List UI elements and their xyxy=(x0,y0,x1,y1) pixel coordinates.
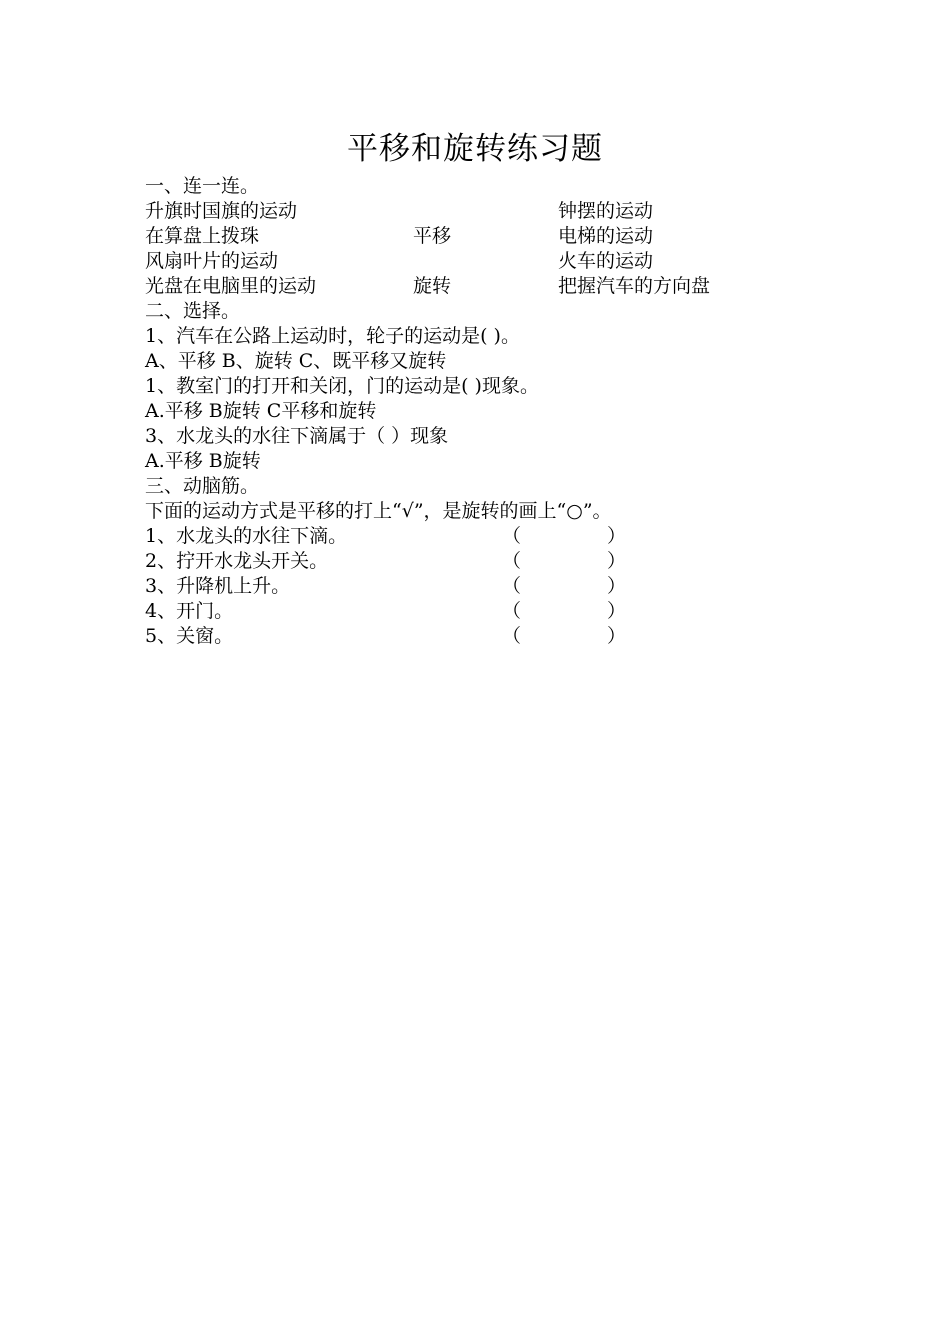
question-2-options: A.平移 B旋转 C平移和旋转 xyxy=(145,400,377,422)
match-left-item: 光盘在电脑里的运动 xyxy=(145,275,317,297)
match-right-item: 火车的运动 xyxy=(558,250,654,272)
match-middle-item: 旋转 xyxy=(413,275,452,297)
match-middle-item: 平移 xyxy=(413,225,452,247)
question-2: 1、教室门的打开和关闭，门的运动是( )现象。 xyxy=(145,375,539,397)
open-paren: （ xyxy=(502,575,522,597)
section-1-heading: 一、连一连。 xyxy=(145,175,260,197)
question-1: 1、汽车在公路上运动时，轮子的运动是( )。 xyxy=(145,325,520,347)
judge-item: 1、水龙头的水往下滴。 xyxy=(145,525,348,547)
section-2-heading: 二、选择。 xyxy=(145,300,241,322)
open-paren: （ xyxy=(502,600,522,622)
close-paren: ） xyxy=(606,600,626,622)
match-right-item: 钟摆的运动 xyxy=(558,200,654,222)
close-paren: ） xyxy=(606,575,626,597)
judge-item: 3、升降机上升。 xyxy=(145,575,291,597)
judge-item: 5、关窗。 xyxy=(145,625,234,647)
match-left-item: 升旗时国旗的运动 xyxy=(145,200,298,222)
match-right-item: 把握汽车的方向盘 xyxy=(558,275,711,297)
question-3-options: A.平移 B旋转 xyxy=(145,450,261,472)
close-paren: ） xyxy=(606,625,626,647)
close-paren: ） xyxy=(606,550,626,572)
open-paren: （ xyxy=(502,625,522,647)
judge-item: 4、开门。 xyxy=(145,600,234,622)
page-title: 平移和旋转练习题 xyxy=(347,131,603,167)
match-right-item: 电梯的运动 xyxy=(558,225,654,247)
close-paren: ） xyxy=(606,525,626,547)
open-paren: （ xyxy=(502,525,522,547)
judge-item: 2、拧开水龙头开关。 xyxy=(145,550,329,572)
section-3-instruction: 下面的运动方式是平移的打上“√”，是旋转的画上“○”。 xyxy=(145,500,612,522)
open-paren: （ xyxy=(502,550,522,572)
match-left-item: 在算盘上拨珠 xyxy=(145,225,260,247)
question-1-options: A、平移 B、旋转 C、既平移又旋转 xyxy=(145,350,447,372)
section-3-heading: 三、动脑筋。 xyxy=(145,475,260,497)
match-left-item: 风扇叶片的运动 xyxy=(145,250,279,272)
question-3: 3、水龙头的水往下滴属于（ ）现象 xyxy=(145,425,449,447)
